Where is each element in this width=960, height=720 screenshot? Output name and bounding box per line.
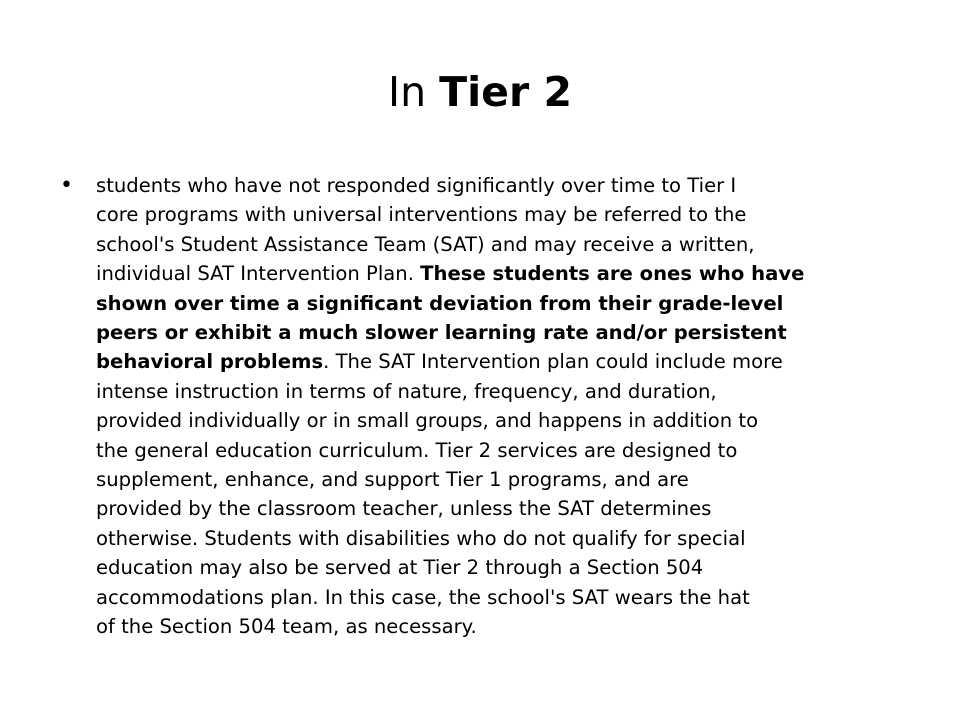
bullet-line-4 <box>96 259 910 288</box>
bullet-line-7-normal: . The SAT Intervention plan could include more <box>323 350 783 374</box>
title-prefix: In <box>388 68 440 116</box>
bullet-line-1: students who have not responded significantly over time to Tier I <box>96 174 737 197</box>
bullet-line-10: the general education curriculum. Tier 2 services are designed to <box>96 438 738 462</box>
bullet-line-16: of the Section 504 team, as necessary. <box>96 615 477 639</box>
bullet-line-5: shown over time a significant deviation from their grade-level <box>96 291 784 315</box>
bullet-line-14: education may also be served at Tier 2 through a Section 504 <box>96 556 704 580</box>
bullet-line-13: otherwise. Students with disabilities who do not qualify for special <box>96 526 746 550</box>
slide-body <box>60 171 910 642</box>
bullet-line-2: core programs with universal interventions may be referred to the <box>96 203 747 227</box>
bullet-line-12: provided by the classroom teacher, unless the SAT determines <box>96 497 712 521</box>
bullet-line-15: accommodations plan. In this case, the school's SAT wears the hat <box>96 585 750 609</box>
bullet-line-7-bold: behavioral problems <box>96 350 324 374</box>
slide-title <box>66 62 894 122</box>
title-bold-text: Tier 2 <box>439 68 572 116</box>
bullet-line-11: supplement, enhance, and support Tier 1 programs, and are <box>96 468 689 492</box>
bullet-line-4-bold: These students are ones who have <box>420 262 805 286</box>
bullet-line-7 <box>96 347 910 376</box>
bullet-line-3: school's Student Assistance Team (SAT) and may receive a written, <box>96 232 755 256</box>
bullet-line-8: intense instruction in terms of nature, frequency, and duration, <box>96 379 717 403</box>
bullet-item <box>60 171 910 642</box>
bullet-line-9: provided individually or in small groups, and happens in addition to <box>96 409 759 433</box>
bullet-icon: • <box>60 173 73 198</box>
bullet-line-4-normal: individual SAT Intervention Plan. <box>96 262 421 286</box>
bullet-line-6: peers or exhibit a much slower learning rate and/or persistent <box>96 321 787 345</box>
